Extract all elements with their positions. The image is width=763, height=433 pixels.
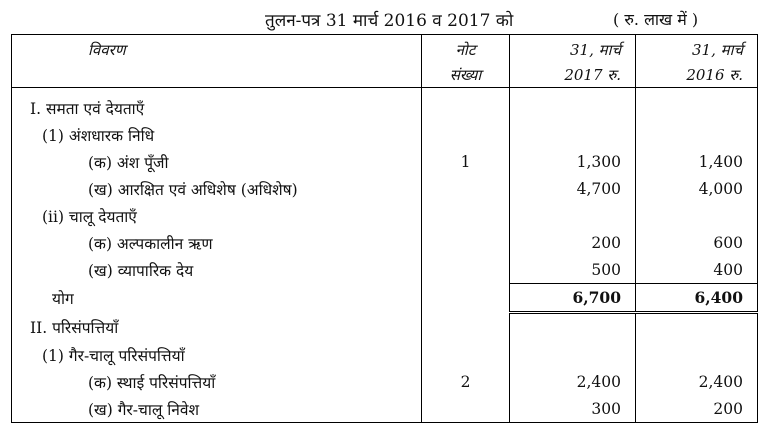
- header-2016-line1: 31, मार्च: [636, 35, 758, 63]
- header-particulars-blank: [12, 62, 422, 88]
- row-note: [422, 313, 510, 342]
- row-label: (क) स्थाई परिसंपत्तियाँ: [12, 368, 422, 395]
- row-label: (ख) आरक्षित एवं अधिशेष (अधिशेष): [12, 175, 422, 202]
- row-label: (ख) व्यापारिक देय: [12, 256, 422, 284]
- row-value-2016: [636, 121, 758, 148]
- table-row: [12, 175, 758, 202]
- row-value-2016: [636, 313, 758, 342]
- total-label: योग: [12, 284, 422, 313]
- row-value-2016: 1,400: [636, 148, 758, 175]
- row-note: [422, 341, 510, 368]
- header-2017-line1: 31, मार्च: [510, 35, 636, 63]
- row-value-2016: 200: [636, 395, 758, 423]
- row-note: [422, 175, 510, 202]
- balance-sheet-title: तुलन-पत्र 31 मार्च 2016 व 2017 को: [265, 11, 514, 31]
- row-note: 1: [422, 148, 510, 175]
- table-row: [12, 229, 758, 256]
- row-value-2016: 600: [636, 229, 758, 256]
- row-value-2016: [636, 202, 758, 229]
- row-value-2017: 300: [510, 395, 636, 423]
- row-value-2016: [636, 94, 758, 121]
- row-label: (ख) गैर-चालू निवेश: [12, 395, 422, 423]
- row-note: [422, 395, 510, 423]
- header-particulars: विवरण: [12, 35, 422, 63]
- total-value-2016: 6,400: [636, 284, 758, 313]
- row-label: (ii) चालू देयताएँ: [12, 202, 422, 229]
- row-value-2016: 2,400: [636, 368, 758, 395]
- row-value-2017: [510, 341, 636, 368]
- table-row: [12, 148, 758, 175]
- row-note: 2: [422, 368, 510, 395]
- row-label: (1) अंशधारक निधि: [12, 121, 422, 148]
- document-title: [0, 8, 763, 30]
- total-value-2017: 6,700: [510, 284, 636, 313]
- row-label: II. परिसंपत्तियाँ: [12, 313, 422, 342]
- row-label: I. समता एवं देयताएँ: [12, 94, 422, 121]
- unit-note: ( रु. लाख में ): [613, 10, 699, 29]
- balance-sheet-table: [11, 34, 758, 423]
- header-note-line2: संख्या: [422, 62, 510, 88]
- row-value-2016: 4,000: [636, 175, 758, 202]
- row-label: (1) गैर-चालू परिसंपत्तियाँ: [12, 341, 422, 368]
- table-row: [12, 256, 758, 284]
- row-note: [422, 94, 510, 121]
- total-row: [12, 284, 758, 313]
- row-value-2017: [510, 121, 636, 148]
- table-row: [12, 313, 758, 342]
- row-value-2016: 400: [636, 256, 758, 284]
- row-note: [422, 202, 510, 229]
- row-value-2017: 4,700: [510, 175, 636, 202]
- table-row: [12, 202, 758, 229]
- row-value-2017: [510, 94, 636, 121]
- row-note: [422, 256, 510, 284]
- row-note: [422, 121, 510, 148]
- row-label: (क) अल्पकालीन ऋण: [12, 229, 422, 256]
- table-row: [12, 121, 758, 148]
- row-value-2017: 500: [510, 256, 636, 284]
- table-row: [12, 368, 758, 395]
- header-2017-line2: 2017 रु.: [510, 62, 636, 88]
- row-value-2017: 1,300: [510, 148, 636, 175]
- row-label: (क) अंश पूँजी: [12, 148, 422, 175]
- table-row: [12, 395, 758, 423]
- row-value-2016: [636, 341, 758, 368]
- row-value-2017: 2,400: [510, 368, 636, 395]
- row-value-2017: [510, 313, 636, 342]
- total-note: [422, 284, 510, 313]
- header-note-line1: नोट: [422, 35, 510, 63]
- row-note: [422, 229, 510, 256]
- table-row: [12, 94, 758, 121]
- header-2016-line2: 2016 रु.: [636, 62, 758, 88]
- row-value-2017: [510, 202, 636, 229]
- row-value-2017: 200: [510, 229, 636, 256]
- table-row: [12, 341, 758, 368]
